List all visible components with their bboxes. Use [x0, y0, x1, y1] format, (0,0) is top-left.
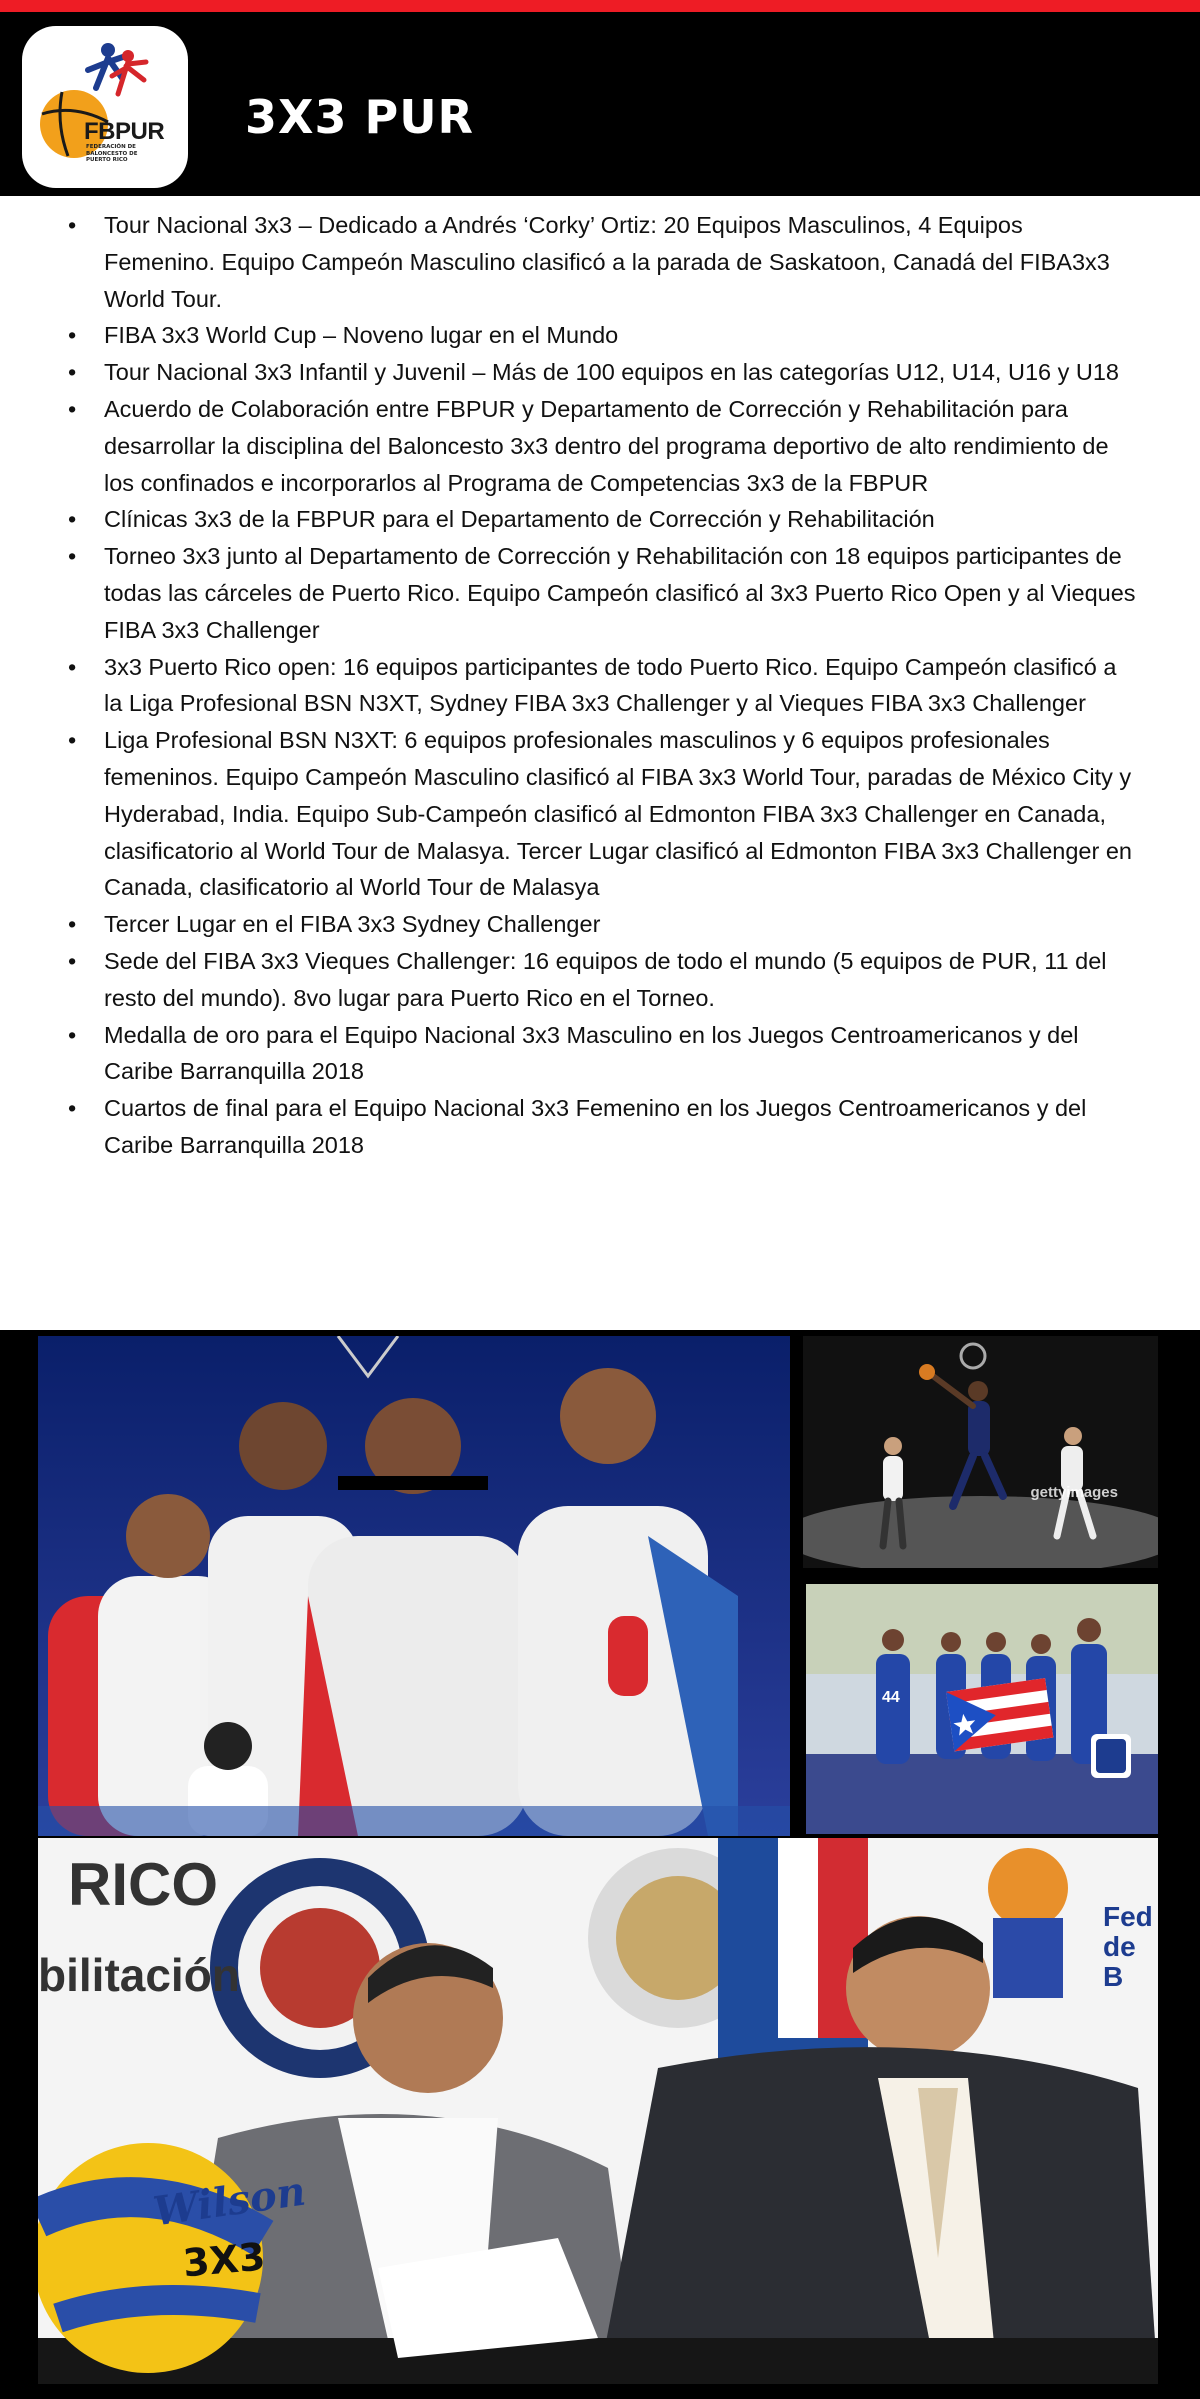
top-accent-stripe [0, 0, 1200, 12]
list-item [60, 538, 1140, 648]
ball-logo-text: 3X3 [181, 2234, 267, 2286]
achievements-list [60, 207, 1140, 1164]
fed-line-2: de B [1103, 1931, 1136, 1992]
logo-wordmark: FBPUR [84, 118, 165, 145]
bullet-icon: • [68, 653, 77, 680]
list-item [60, 722, 1140, 906]
bullet-icon: • [68, 359, 77, 386]
list-item [60, 1017, 1140, 1091]
bullet-icon: • [68, 727, 77, 754]
page-header [0, 12, 1200, 196]
jersey-number: 44 [882, 1689, 900, 1706]
bullet-icon: • [68, 1021, 77, 1048]
bullet-icon: • [68, 506, 77, 533]
fbpur-logo-emblem [22, 26, 188, 188]
bullet-icon: • [68, 1095, 77, 1122]
bullet-icon: • [68, 212, 77, 238]
list-item [60, 501, 1140, 538]
list-item-text: Cuartos de final para el Equipo Nacional 3x3 Femenino en los Juegos Centroamericanos y del Caribe Barranquilla 2018 [104, 1095, 1087, 1158]
bullet-icon: • [68, 395, 77, 422]
fbpur-logo [22, 26, 188, 188]
list-item-text: Tour Nacional 3x3 Infantil y Juvenil – Más de 100 equipos en las categorías U12, U14, U16 y U18 [104, 359, 1119, 386]
photo-collage [0, 1330, 1200, 2399]
list-item [60, 906, 1140, 943]
banner-text-rehab: bilitación [38, 1949, 240, 2001]
list-item-text: Tour Nacional 3x3 – Dedicado a Andrés ‘Corky’ Ortiz: 20 Equipos Masculinos, 4 Equipos Femenino. Equipo Campeón Masculino clasificó a la parada de Saskatoon, Canadá del FIBA3x3 World Tour. [104, 212, 1110, 312]
getty-watermark: gettyimages [1030, 1484, 1118, 1501]
medal-ceremony-photo [38, 1336, 790, 1836]
bullet-icon: • [68, 543, 77, 570]
bullet-icon: • [68, 911, 77, 938]
dunk-photo [803, 1336, 1158, 1568]
list-item [60, 317, 1140, 354]
list-item-text: Tercer Lugar en el FIBA 3x3 Sydney Challenger [104, 911, 601, 938]
list-item-text: 3x3 Puerto Rico open: 16 equipos participantes de todo Puerto Rico. Equipo Campeón clasificó a la Liga Profesional BSN N3XT, Sydney FIBA 3x3 Challenger y al Vieques FIBA 3x3 Challenger [104, 653, 1117, 717]
list-item [60, 943, 1140, 1017]
list-item [60, 649, 1140, 723]
bullet-icon: • [68, 322, 77, 349]
logo-subtitle: FEDERACIÓN DE BALONCESTO DE PUERTO RICO [86, 144, 138, 163]
banner-text-federation [1103, 1902, 1158, 1992]
list-item [60, 354, 1140, 391]
list-item-text: Torneo 3x3 junto al Departamento de Corrección y Rehabilitación con 18 equipos participantes de todas las cárceles de Puerto Rico. Equipo Campeón clasificó al 3x3 Puerto Rico Open y al Vieques FIBA 3x3 Challenger [104, 543, 1136, 643]
list-item-text: Sede del FIBA 3x3 Vieques Challenger: 16 equipos de todo el mundo (5 equipos de PUR, 11 del resto del mundo). 8vo lugar para Puerto Rico en el Torneo. [104, 947, 1107, 1011]
list-item [60, 391, 1140, 501]
bullet-icon: • [68, 947, 77, 974]
page-title: 3X3 PUR [245, 90, 474, 144]
banner-text-rico: RICO [68, 1851, 218, 1918]
list-item-text: Acuerdo de Colaboración entre FBPUR y Departamento de Corrección y Rehabilitación para desarrollar la disciplina del Baloncesto 3x3 dentro del programa deportivo de alto rendimiento de los confinados e incorporarlos al Programa de Competencias 3x3 de la FBPUR [104, 395, 1109, 496]
list-item-text: Clínicas 3x3 de la FBPUR para el Departamento de Corrección y Rehabilitación [104, 506, 935, 533]
list-item-text: FIBA 3x3 World Cup – Noveno lugar en el Mundo [104, 322, 619, 349]
ball-brand-text: Wilson [150, 2167, 309, 2236]
list-item [60, 207, 1140, 317]
signing-ceremony-photo [38, 1838, 1158, 2384]
list-item-text: Medalla de oro para el Equipo Nacional 3x3 Masculino en los Juegos Centroamericanos y del Caribe Barranquilla 2018 [104, 1021, 1079, 1085]
fed-line-1: Fed [1103, 1901, 1153, 1932]
list-item [60, 1090, 1140, 1164]
womens-team-photo [806, 1584, 1158, 1834]
list-item-text: Liga Profesional BSN N3XT: 6 equipos profesionales masculinos y 6 equipos profesionales femeninos. Equipo Campeón Masculino clasificó al FIBA 3x3 World Tour, paradas de México City y Hyderabad, India. Equipo Sub-Campeón clasificó al Edmonton FIBA 3x3 Challenger en Canada, clasificatorio al World Tour de Malasya. Tercer Lugar clasificó al Edmonton FIBA 3x3 Challenger en Canada, clasificatorio al World Tour de Malasya [104, 727, 1132, 901]
